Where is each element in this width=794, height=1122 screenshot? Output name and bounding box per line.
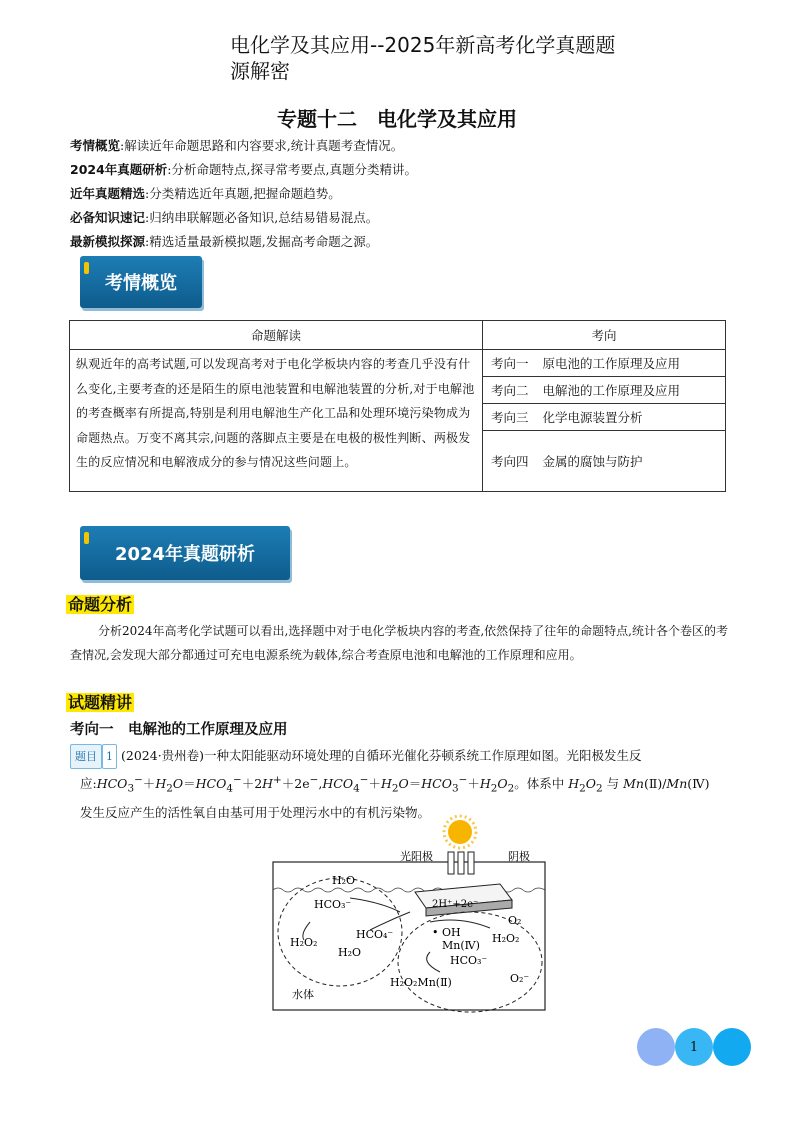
sub-heading: 考向一 电解池的工作原理及应用	[70, 722, 288, 738]
equation-line: 应$:HCO_3^-+H_2O=HCO_4^-+2H^++2e^-,HCO_4^-+H_2O=HCO_3^-+H_2O_2$。体系中 $H_2O_2$ 与 Mn(Ⅱ)/Mn(Ⅳ)	[80, 774, 710, 795]
cathode-label: 阴极	[508, 850, 530, 863]
intro-list	[70, 134, 417, 254]
question-text: 题目 1 (2024·贵州卷)一种太阳能驱动环境处理的自循环光催化芬顿系统工作原理如图。光阳极发生反 应$:HCO_3^-+H_2O=HCO_4^-+2H^++2e^-,HCO_4^-+H_2O=HCO_3^-+H_2O_2$。体系中 $H_2O_2$ 与 Mn(Ⅱ)/Mn(Ⅳ) 发生反应产生的活性氧自由基可用于处理污水中的有机污染物。	[70, 744, 730, 824]
species-label: O₂⁻	[510, 972, 530, 985]
page-dot	[637, 1028, 675, 1066]
banner-tab	[84, 262, 89, 274]
table-row: 考向四 金属的腐蚀与防护	[483, 431, 726, 492]
question-badge: 题目	[70, 744, 102, 769]
page-number: 1	[675, 1028, 713, 1066]
water-label: 水体	[292, 988, 314, 1001]
species-label: HCO₃⁻	[314, 898, 352, 911]
intro-item: 近年真题精选:分类精选近年真题,把握命题趋势。	[70, 186, 341, 201]
section-banner-overview: 考情概览	[80, 256, 202, 308]
section-heading-analysis: 命题分析	[68, 595, 133, 614]
light-arrows-icon	[448, 852, 474, 874]
question-number: 1	[102, 744, 117, 769]
section-banner-analysis: 2024年真题研析	[80, 526, 290, 580]
section-heading-questions: 试题精讲	[68, 693, 133, 712]
species-label: HCO₄⁻	[356, 928, 394, 941]
intro-item: 2024年真题研析:分析命题特点,探寻常考要点,真题分类精讲。	[70, 162, 417, 177]
page-dot	[713, 1028, 751, 1066]
species-label: • OH	[432, 926, 461, 939]
species-label: HCO₃⁻	[450, 954, 488, 967]
table-row: 考向二 电解池的工作原理及应用	[483, 377, 726, 404]
table-header: 考向	[483, 321, 726, 350]
intro-item: 考情概览:解读近年命题思路和内容要求,统计真题考查情况。	[70, 138, 404, 153]
document-title: 电化学及其应用--2025年新高考化学真题题源解密	[230, 33, 616, 83]
species-label: H₂O₂	[290, 936, 318, 949]
species-label: H₂O₂	[492, 932, 520, 945]
table-row: 考向一 原电池的工作原理及应用	[483, 350, 726, 377]
overview-table	[69, 320, 726, 492]
species-label: O₂	[508, 914, 522, 927]
species-label: Mn(Ⅳ)	[442, 939, 480, 952]
species-label: H₂O	[338, 946, 362, 959]
page-title: 专题十二 电化学及其应用	[277, 107, 517, 131]
anode-label: 光阳极	[400, 850, 433, 863]
sun-icon	[448, 820, 472, 844]
banner-tab	[84, 532, 89, 544]
intro-item: 最新模拟探源:精选适量最新模拟题,发掘高考命题之源。	[70, 234, 379, 249]
table-header: 命题解读	[70, 321, 483, 350]
intro-item: 必备知识速记:归纳串联解题必备知识,总结易错易混点。	[70, 210, 379, 225]
table-row: 考向三 化学电源装置分析	[483, 404, 726, 431]
analysis-paragraph: 分析2024年高考化学试题可以看出,选择题中对于电化学板块内容的考查,依然保持了往年的命题特点,统计各个卷区的考查情况,会发现大部分都通过可充电电源系统为载体,综合考查原电池和电解池的工作原理和应用。	[70, 624, 728, 662]
species-label: H₂O	[332, 874, 356, 887]
diagram-figure	[270, 812, 550, 1014]
species-label: H₂O₂Mn(Ⅱ)	[390, 976, 452, 989]
species-label: 2H⁺+2e⁻	[432, 899, 479, 910]
table-description: 纵观近年的高考试题,可以发现高考对于电化学板块内容的考查几乎没有什么变化,主要考查的还是陌生的原电池装置和电解池装置的分析,对于电解池的考查概率有所提高,特别是利用电解池生产化工品和处理环境污染物成为命题热点。万变不离其宗,问题的落脚点主要是在电极的极性判断、两极发生的反应情况和电解液成分的参与情况这些问题上。	[70, 350, 483, 492]
